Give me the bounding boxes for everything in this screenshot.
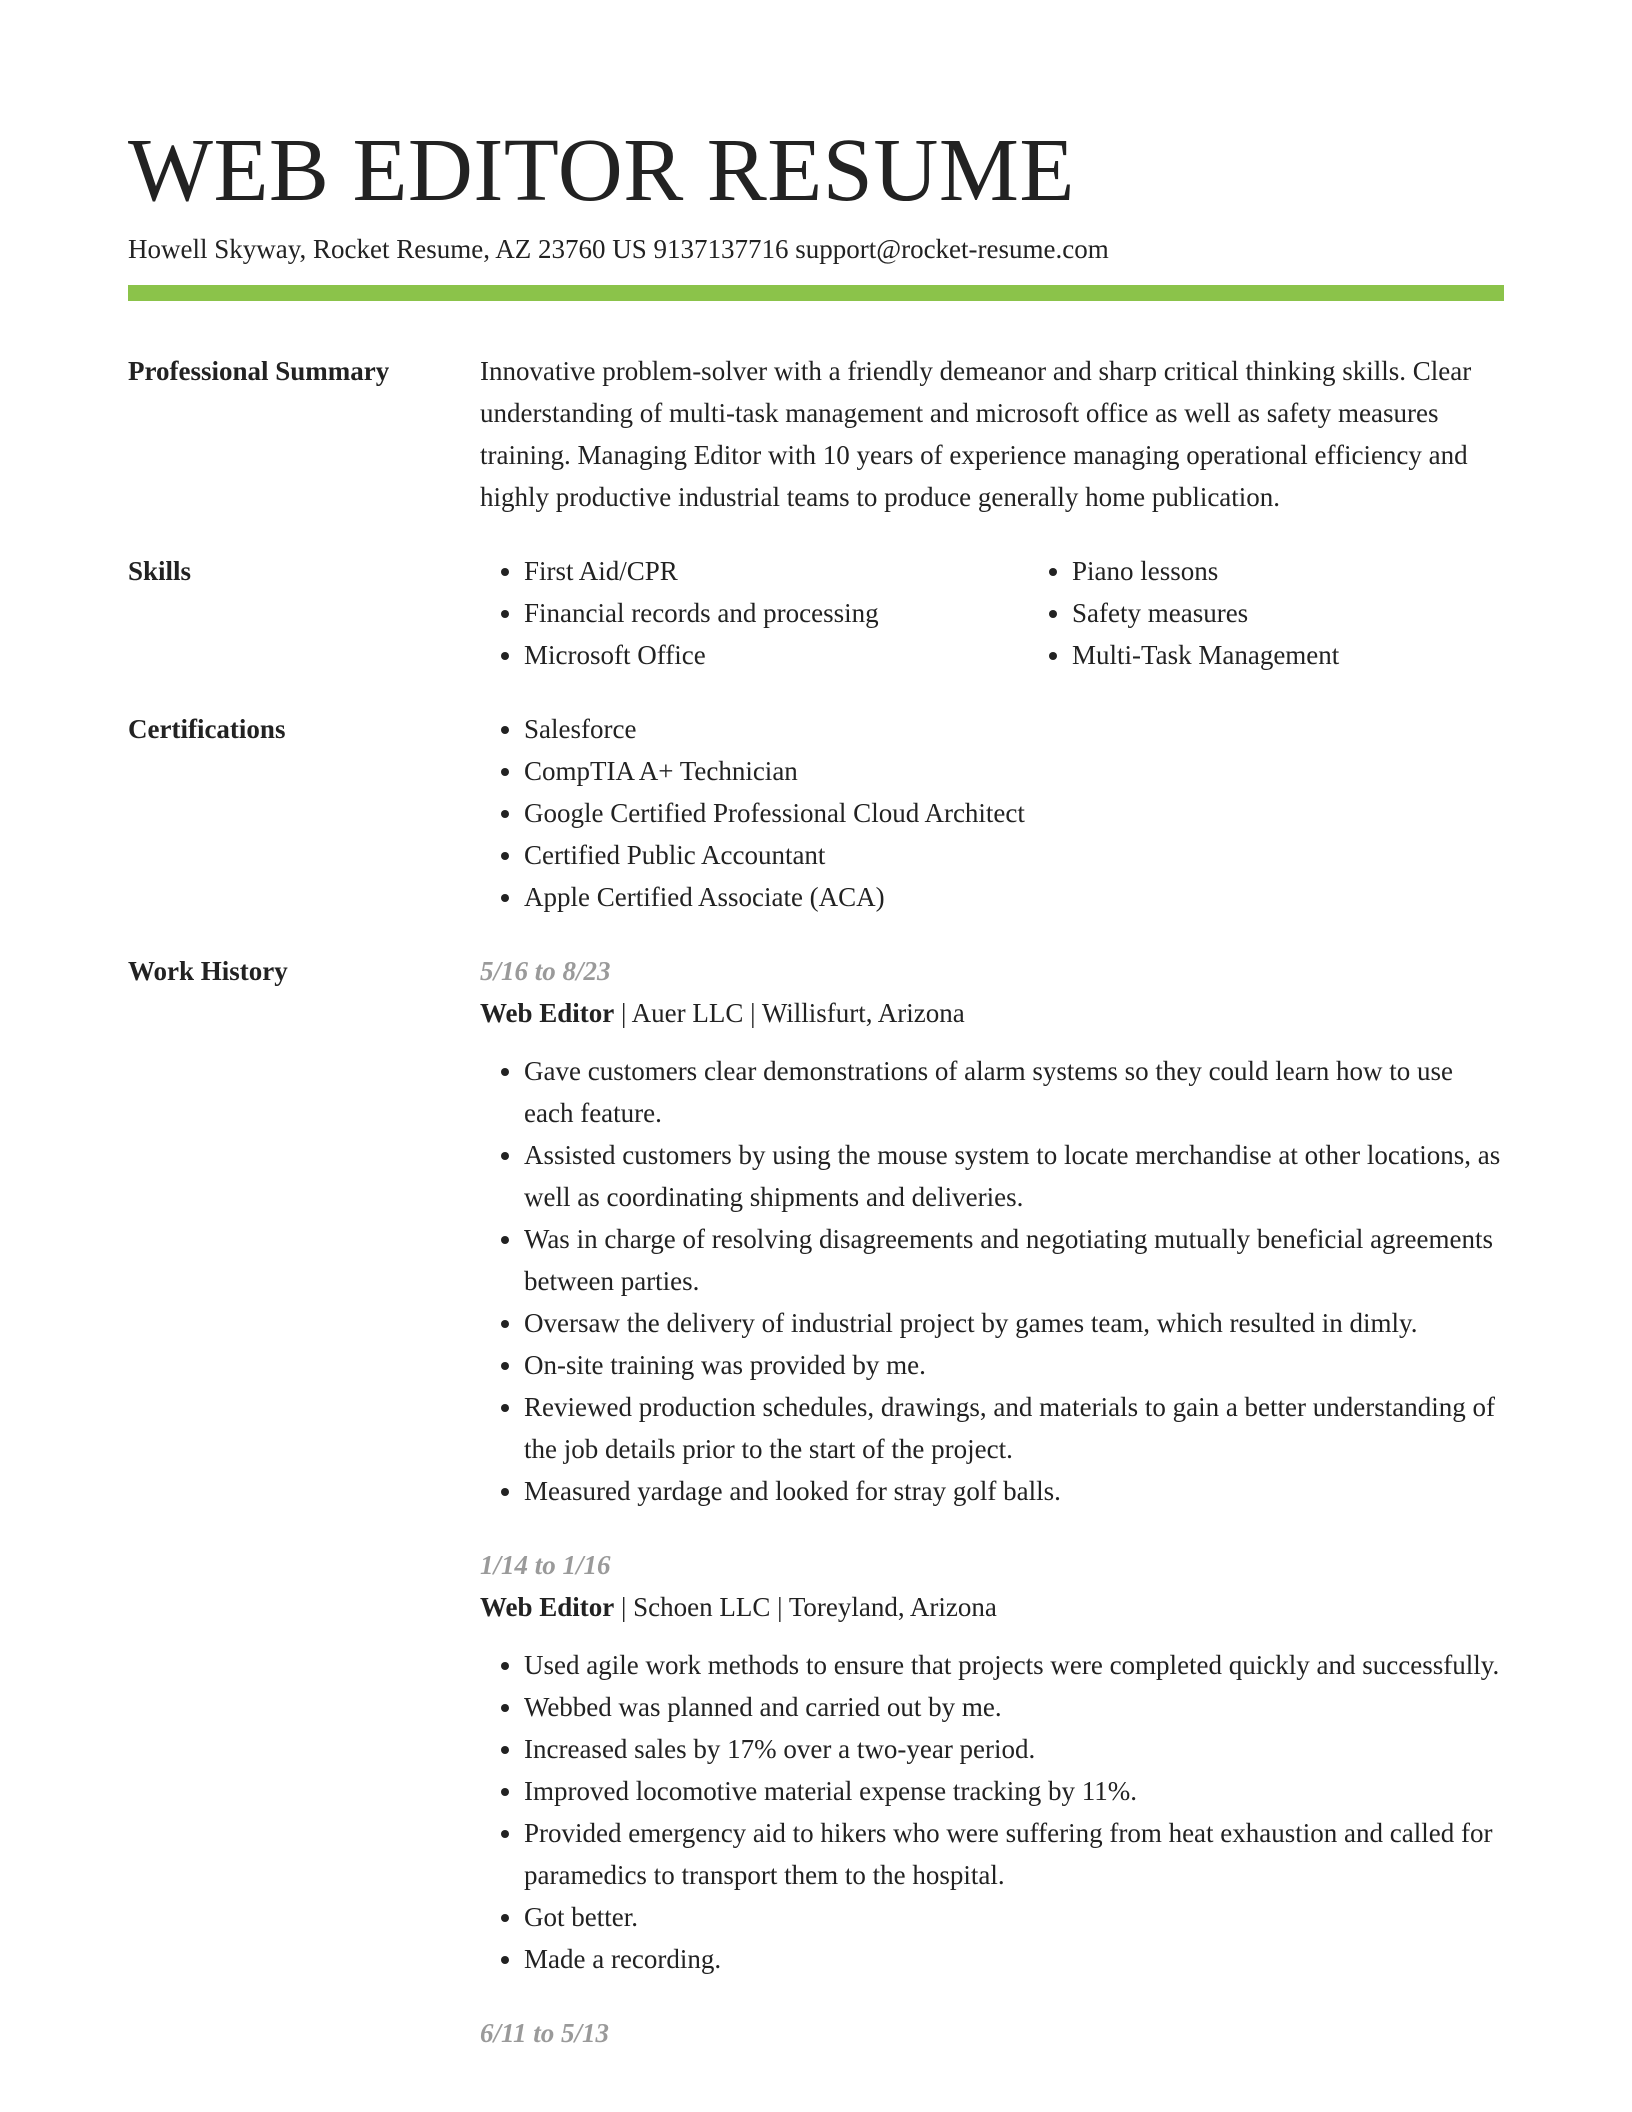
job-duty-item: • Increased sales by 17% over a two-year period. [524, 1728, 1504, 1770]
job-duty-item: • Oversaw the delivery of industrial project by games team, which resulted in dimly. [524, 1302, 1504, 1344]
job-dates: 6/11 to 5/13 [480, 2018, 610, 2048]
job-duty-item: • Improved locomotive material expense tracking by 11%. [524, 1770, 1504, 1812]
summary-heading: Professional Summary [128, 356, 390, 386]
skills-section [128, 550, 1504, 676]
summary-text: Innovative problem-solver with a friendly demeanor and sharp critical thinking skills. Clear understanding of multi-task management and microsoft office as well as safety measures training. Managing Editor with 10 years of experience managing operational efficiency and highly productive industrial teams to produce generally home publication. [480, 356, 1472, 512]
job-duty-item: • Made a recording. [524, 1938, 1504, 1980]
work-history-heading: Work History [128, 956, 288, 986]
job-duties-list [480, 1050, 1504, 1512]
skill-item: • Microsoft Office [524, 634, 1028, 676]
job-title-line [480, 1586, 1504, 1628]
certification-item: • Certified Public Accountant [524, 834, 1504, 876]
skills-list-left [480, 550, 1028, 676]
job-duties-list [480, 1644, 1504, 1980]
job-duty-item: • On-site training was provided by me. [524, 1344, 1504, 1386]
skills-list-right [1028, 550, 1576, 676]
job-dates: 5/16 to 8/23 [480, 956, 611, 986]
summary-content [480, 350, 1504, 518]
resume-title: WEB EDITOR RESUME [128, 121, 1075, 220]
certifications-heading: Certifications [128, 714, 286, 744]
work-history-section [128, 950, 1504, 2086]
job-duty-item: • Used agile work methods to ensure that projects were completed quickly and successfully. [524, 1644, 1504, 1686]
job-duty-item: • Measured yardage and looked for stray golf balls. [524, 1470, 1504, 1512]
skill-item: • Safety measures [1072, 592, 1576, 634]
job-employer-location: | Schoen LLC | Toreyland, Arizona [614, 1592, 997, 1622]
certification-item: • Apple Certified Associate (ACA) [524, 876, 1504, 918]
certifications-content [480, 708, 1504, 918]
certifications-section [128, 708, 1504, 918]
job-employer-location: | Auer LLC | Willisfurt, Arizona [614, 998, 965, 1028]
job-duty-item: • Assisted customers by using the mouse system to locate merchandise at other locations, as well as coordinating shipments and deliveries. [524, 1134, 1504, 1218]
skill-item: • Multi-Task Management [1072, 634, 1576, 676]
certification-item: • Salesforce [524, 708, 1504, 750]
work-history-content [480, 950, 1504, 2086]
accent-divider [128, 285, 1504, 301]
job-entry [480, 1544, 1504, 1980]
certification-item: • CompTIA A+ Technician [524, 750, 1504, 792]
job-duty-item: • Was in charge of resolving disagreements and negotiating mutually beneficial agreements between parties. [524, 1218, 1504, 1302]
job-title: Web Editor [480, 1592, 615, 1622]
skill-item: • First Aid/CPR [524, 550, 1028, 592]
job-duty-item: • Webbed was planned and carried out by me. [524, 1686, 1504, 1728]
skill-item: • Financial records and processing [524, 592, 1028, 634]
contact-line: Howell Skyway, Rocket Resume, AZ 23760 US 9137137716 support@rocket-resume.com [128, 234, 1109, 264]
skill-item: • Piano lessons [1072, 550, 1576, 592]
summary-section [128, 350, 1504, 518]
job-dates: 1/14 to 1/16 [480, 1550, 611, 1580]
certifications-list [480, 708, 1504, 918]
job-title: Web Editor [480, 998, 615, 1028]
resume-body [128, 350, 1504, 2112]
job-duty-item: • Gave customers clear demonstrations of alarm systems so they could learn how to use each feature. [524, 1050, 1504, 1134]
skills-heading: Skills [128, 556, 192, 586]
job-duty-item: • Reviewed production schedules, drawings, and materials to gain a better understanding of the job details prior to the start of the project. [524, 1386, 1504, 1470]
job-title-line [480, 992, 1504, 1034]
certification-item: • Google Certified Professional Cloud Architect [524, 792, 1504, 834]
job-entry [480, 2012, 1504, 2054]
job-entry [480, 950, 1504, 1512]
skills-content [480, 550, 1504, 676]
job-duty-item: • Got better. [524, 1896, 1504, 1938]
job-duty-item: • Provided emergency aid to hikers who were suffering from heat exhaustion and called for paramedics to transport them to the hospital. [524, 1812, 1504, 1896]
